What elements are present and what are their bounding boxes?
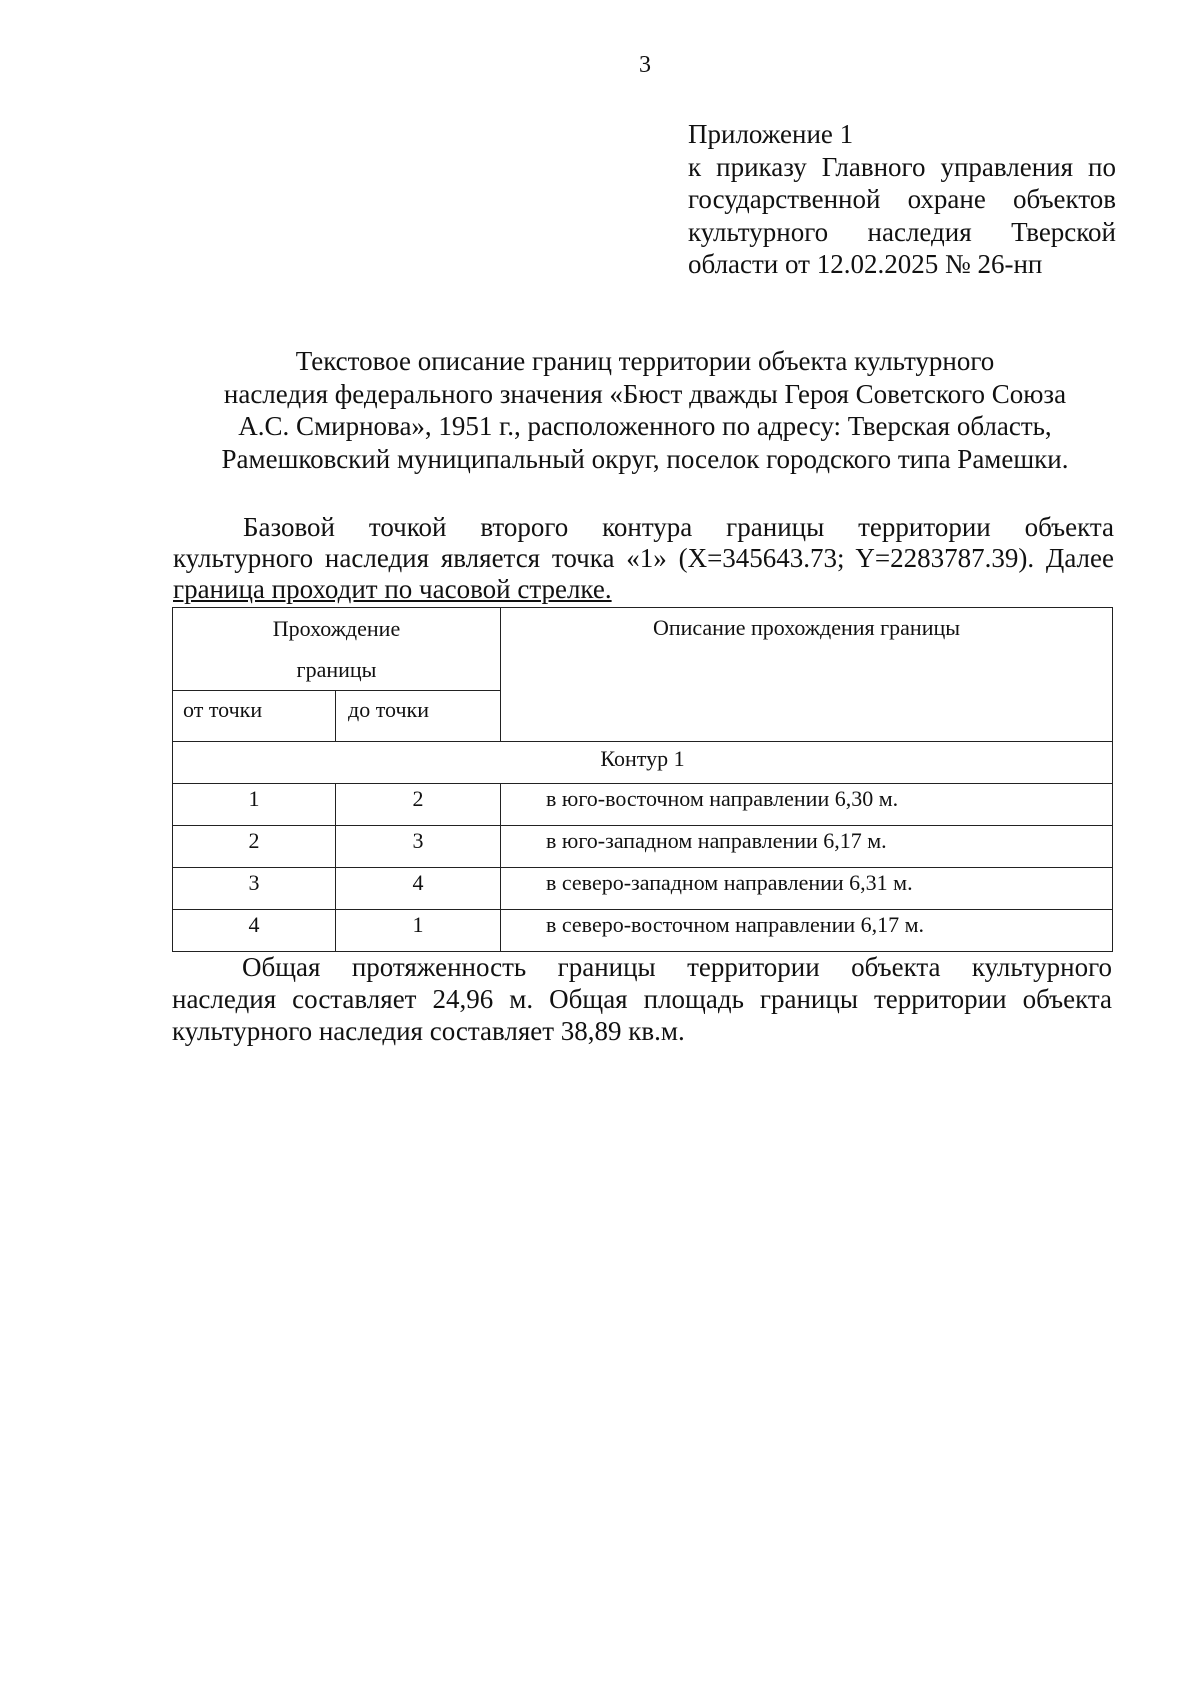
appendix-header — [688, 118, 1116, 281]
header-description: Описание прохождения границы — [501, 608, 1113, 742]
cell-description: в юго-восточном направлении 6,30 м. — [501, 784, 1113, 826]
cell-from: 2 — [173, 826, 336, 868]
table-row — [173, 826, 1113, 868]
intro-line: Базовой точкой второго контура границы территории объекта — [243, 512, 1114, 542]
cell-description: в юго-западном направлении 6,17 м. — [501, 826, 1113, 868]
header-from-point: от точки — [173, 691, 336, 742]
cell-to: 4 — [336, 868, 501, 910]
page-number: 3 — [639, 52, 651, 78]
cell-description: в северо-восточном направлении 6,17 м. — [501, 910, 1113, 952]
title-line: А.С. Смирнова», 1951 г., расположенного по адресу: Тверская область, — [238, 411, 1052, 441]
title-line: Рамешковский муниципальный округ, поселок городского типа Рамешки. — [221, 443, 1069, 474]
appendix-line: области от 12.02.2025 № 26-нп — [688, 249, 1043, 279]
cell-from: 3 — [173, 868, 336, 910]
document-title — [170, 345, 1120, 475]
cell-to: 1 — [336, 910, 501, 952]
table-row — [173, 910, 1113, 952]
table-header-row — [173, 608, 1113, 691]
cell-to: 2 — [336, 784, 501, 826]
intro-paragraph — [173, 512, 1114, 605]
cell-from: 4 — [173, 910, 336, 952]
header-pass-line: Прохождение — [272, 616, 401, 641]
appendix-line: государственной охране объектов — [688, 184, 1116, 214]
intro-line: культурного наследия является точка «1» (X=345643.73; Y=2283787.39). Далее — [173, 543, 1114, 573]
table-row — [173, 784, 1113, 826]
header-to-point: до точки — [336, 691, 501, 742]
cell-from: 1 — [173, 784, 336, 826]
intro-line: граница проходит по часовой стрелке. — [173, 574, 612, 604]
summary-paragraph — [172, 951, 1112, 1047]
contour-row — [173, 742, 1113, 784]
appendix-line: Приложение 1 — [688, 119, 854, 149]
summary-line: культурного наследия составляет 38,89 кв.м. — [172, 1016, 685, 1046]
appendix-line: культурного наследия Тверской — [688, 216, 1116, 247]
header-boundary-passage — [173, 608, 501, 691]
boundary-table — [172, 607, 1113, 952]
title-line: Текстовое описание границ территории объекта культурного — [295, 346, 995, 376]
appendix-line: к приказу Главного управления по — [688, 151, 1116, 182]
cell-description: в северо-западном направлении 6,31 м. — [501, 868, 1113, 910]
title-line: наследия федерального значения «Бюст дважды Героя Советского Союза — [223, 378, 1067, 409]
table-row — [173, 868, 1113, 910]
header-pass-line: границы — [296, 657, 377, 682]
contour-label: Контур 1 — [173, 742, 1113, 784]
summary-line: наследия составляет 24,96 м. Общая площадь границы территории объекта — [172, 984, 1112, 1014]
cell-to: 3 — [336, 826, 501, 868]
summary-line: Общая протяженность границы территории объекта культурного — [242, 952, 1112, 982]
